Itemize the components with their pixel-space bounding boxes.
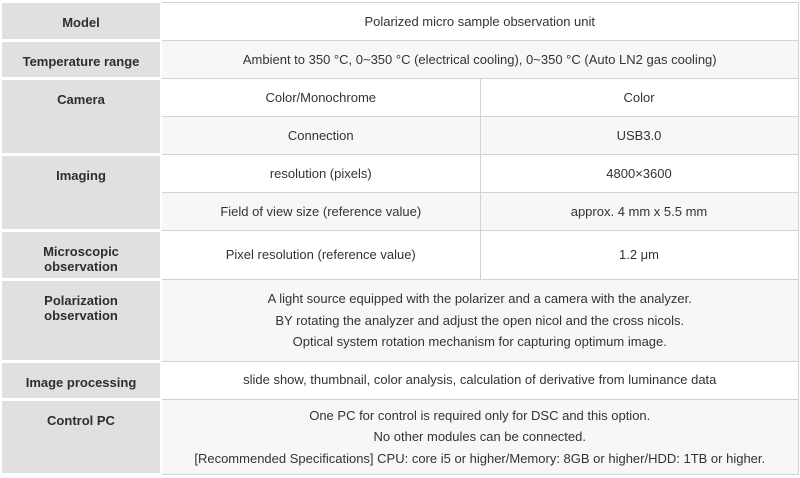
cell-fov: Field of view size (reference value) — [161, 193, 480, 231]
cell-pixel-resolution: Pixel resolution (reference value) — [161, 231, 480, 280]
control-pc-line-1: One PC for control is required only for DSC and this option. — [309, 407, 651, 423]
cell-camera-type-value: Color — [480, 79, 798, 117]
row-imaging-resolution — [2, 155, 798, 193]
cell-polarization-value — [161, 280, 798, 362]
control-pc-line-2: No other modules can be connected. — [373, 429, 586, 444]
row-label-control-pc: Control PC — [2, 399, 161, 475]
control-pc-line-3: [Recommended Specifications] CPU: core i5 or higher/Memory: 8GB or higher/HDD: 1TB or higher. — [194, 450, 766, 466]
polarization-line-2: BY rotating the analyzer and adjust the open nicol and the cross nicols. — [275, 312, 685, 328]
cell-control-pc-value — [161, 399, 798, 475]
polarization-line-3: Optical system rotation mechanism for capturing optimum image. — [292, 334, 667, 349]
cell-pixel-resolution-value: 1.2 μm — [480, 231, 798, 280]
row-label-temperature-range: Temperature range — [2, 41, 161, 79]
cell-resolution: resolution (pixels) — [161, 155, 480, 193]
row-label-polarization-observation: Polarization observation — [2, 280, 161, 362]
row-image-processing — [2, 361, 798, 399]
cell-resolution-value: 4800×3600 — [480, 155, 798, 193]
cell-temperature-value: Ambient to 350 °C, 0~350 °C (electrical cooling), 0~350 °C (Auto LN2 gas cooling) — [161, 41, 798, 79]
cell-image-processing-value: slide show, thumbnail, color analysis, calculation of derivative from luminance data — [161, 361, 798, 399]
cell-camera-type: Color/Monochrome — [161, 79, 480, 117]
polarization-line-1: A light source equipped with the polarizer and a camera with the analyzer. — [267, 291, 692, 306]
spec-table — [2, 2, 799, 476]
row-label-model: Model — [2, 3, 161, 41]
row-microscopic-observation — [2, 231, 798, 280]
cell-connection-value: USB3.0 — [480, 117, 798, 155]
row-label-image-processing: Image processing — [2, 361, 161, 399]
row-polarization-observation — [2, 280, 798, 362]
row-model — [2, 3, 798, 41]
row-temperature-range — [2, 41, 798, 79]
row-control-pc — [2, 399, 798, 475]
row-label-camera: Camera — [2, 79, 161, 155]
row-camera-type — [2, 79, 798, 117]
row-label-microscopic-observation: Microscopic observation — [2, 231, 161, 280]
cell-fov-value: approx. 4 mm x 5.5 mm — [480, 193, 798, 231]
cell-connection: Connection — [161, 117, 480, 155]
row-label-imaging: Imaging — [2, 155, 161, 231]
cell-model-value: Polarized micro sample observation unit — [161, 3, 798, 41]
